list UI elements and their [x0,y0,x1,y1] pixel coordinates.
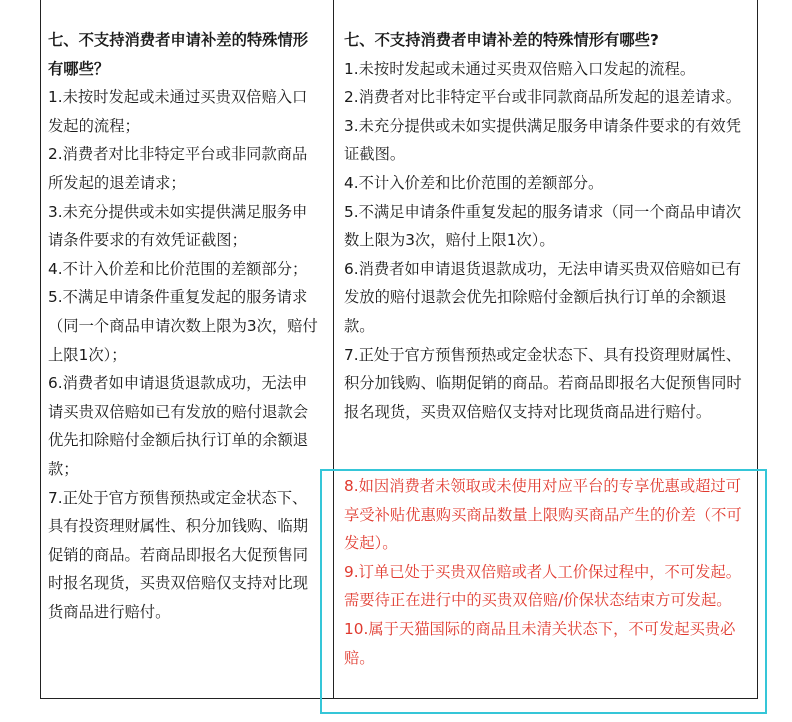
left-item-5: 5.不满足申请条件重复发起的服务请求（同一个商品申请次数上限为3次，赔付上限1次）； [48,288,318,364]
left-item-7: 7.正处于官方预售预热或定金状态下、具有投资理财属性、积分加钱购、临期促销的商品。若商品即报名大促预售同时报名现货，买贵双倍赔仅支持对比现货商品进行赔付。 [48,488,309,621]
left-item-1: 1.未按时发起或未通过买贵双倍赔入口发起的流程； [48,88,308,135]
highlight-box [320,469,767,714]
right-column [344,26,749,426]
right-item-6: 6.消费者如申请退货退款成功，无法申请买贵双倍赔如已有发放的赔付退款会优先扣除赔付金额后执行订单的余额退款。 [344,259,742,335]
left-item-4: 4.不计入价差和比价范围的差额部分； [48,259,308,278]
right-item-7: 7.正处于官方预售预热或定金状态下、具有投资理财属性、积分加钱购、临期促销的商品。若商品即报名大促预售同时报名现货，买贵双倍赔仅支持对比现货商品进行赔付。 [344,345,742,421]
left-column [48,26,322,626]
left-item-2: 2.消费者对比非特定平台或非同款商品所发起的退差请求； [48,145,308,192]
right-item-1: 1.未按时发起或未通过买贵双倍赔入口发起的流程。 [344,59,696,78]
new-item-10: 10.属于天猫国际的商品且未清关状态下，不可发起买贵必赔。 [344,619,736,667]
left-item-3: 3.未充分提供或未如实提供满足服务申请条件要求的有效凭证截图； [48,202,308,250]
right-item-5: 5.不满足申请条件重复发起的服务请求（同一个商品申请次数上限为3次，赔付上限1次）。 [344,202,742,250]
right-item-3: 3.未充分提供或未如实提供满足服务申请条件要求的有效凭证截图。 [344,116,742,164]
right-item-2: 2.消费者对比非特定平台或非同款商品所发起的退差请求。 [344,88,742,107]
new-item-9: 9.订单已处于买贵双倍赔或者人工价保过程中，不可发起。需要待正在进行中的买贵双倍赔/价保状态结束方可发起。 [344,562,742,610]
new-item-8: 8.如因消费者未领取或未使用对应平台的专享优惠或超过可享受补贴优惠购买商品数量上限购买商品产生的价差（不可发起）。 [344,477,742,553]
left-item-6: 6.消费者如申请退货退款成功，无法申请买贵双倍赔如已有发放的赔付退款会优先扣除赔付金额后执行订单的余额退款； [48,374,309,478]
right-item-4: 4.不计入价差和比价范围的差额部分。 [344,173,604,192]
right-heading: 七、不支持消费者申请补差的特殊情形有哪些? [344,31,659,49]
left-heading: 七、不支持消费者申请补差的特殊情形有哪些？ [48,31,309,78]
